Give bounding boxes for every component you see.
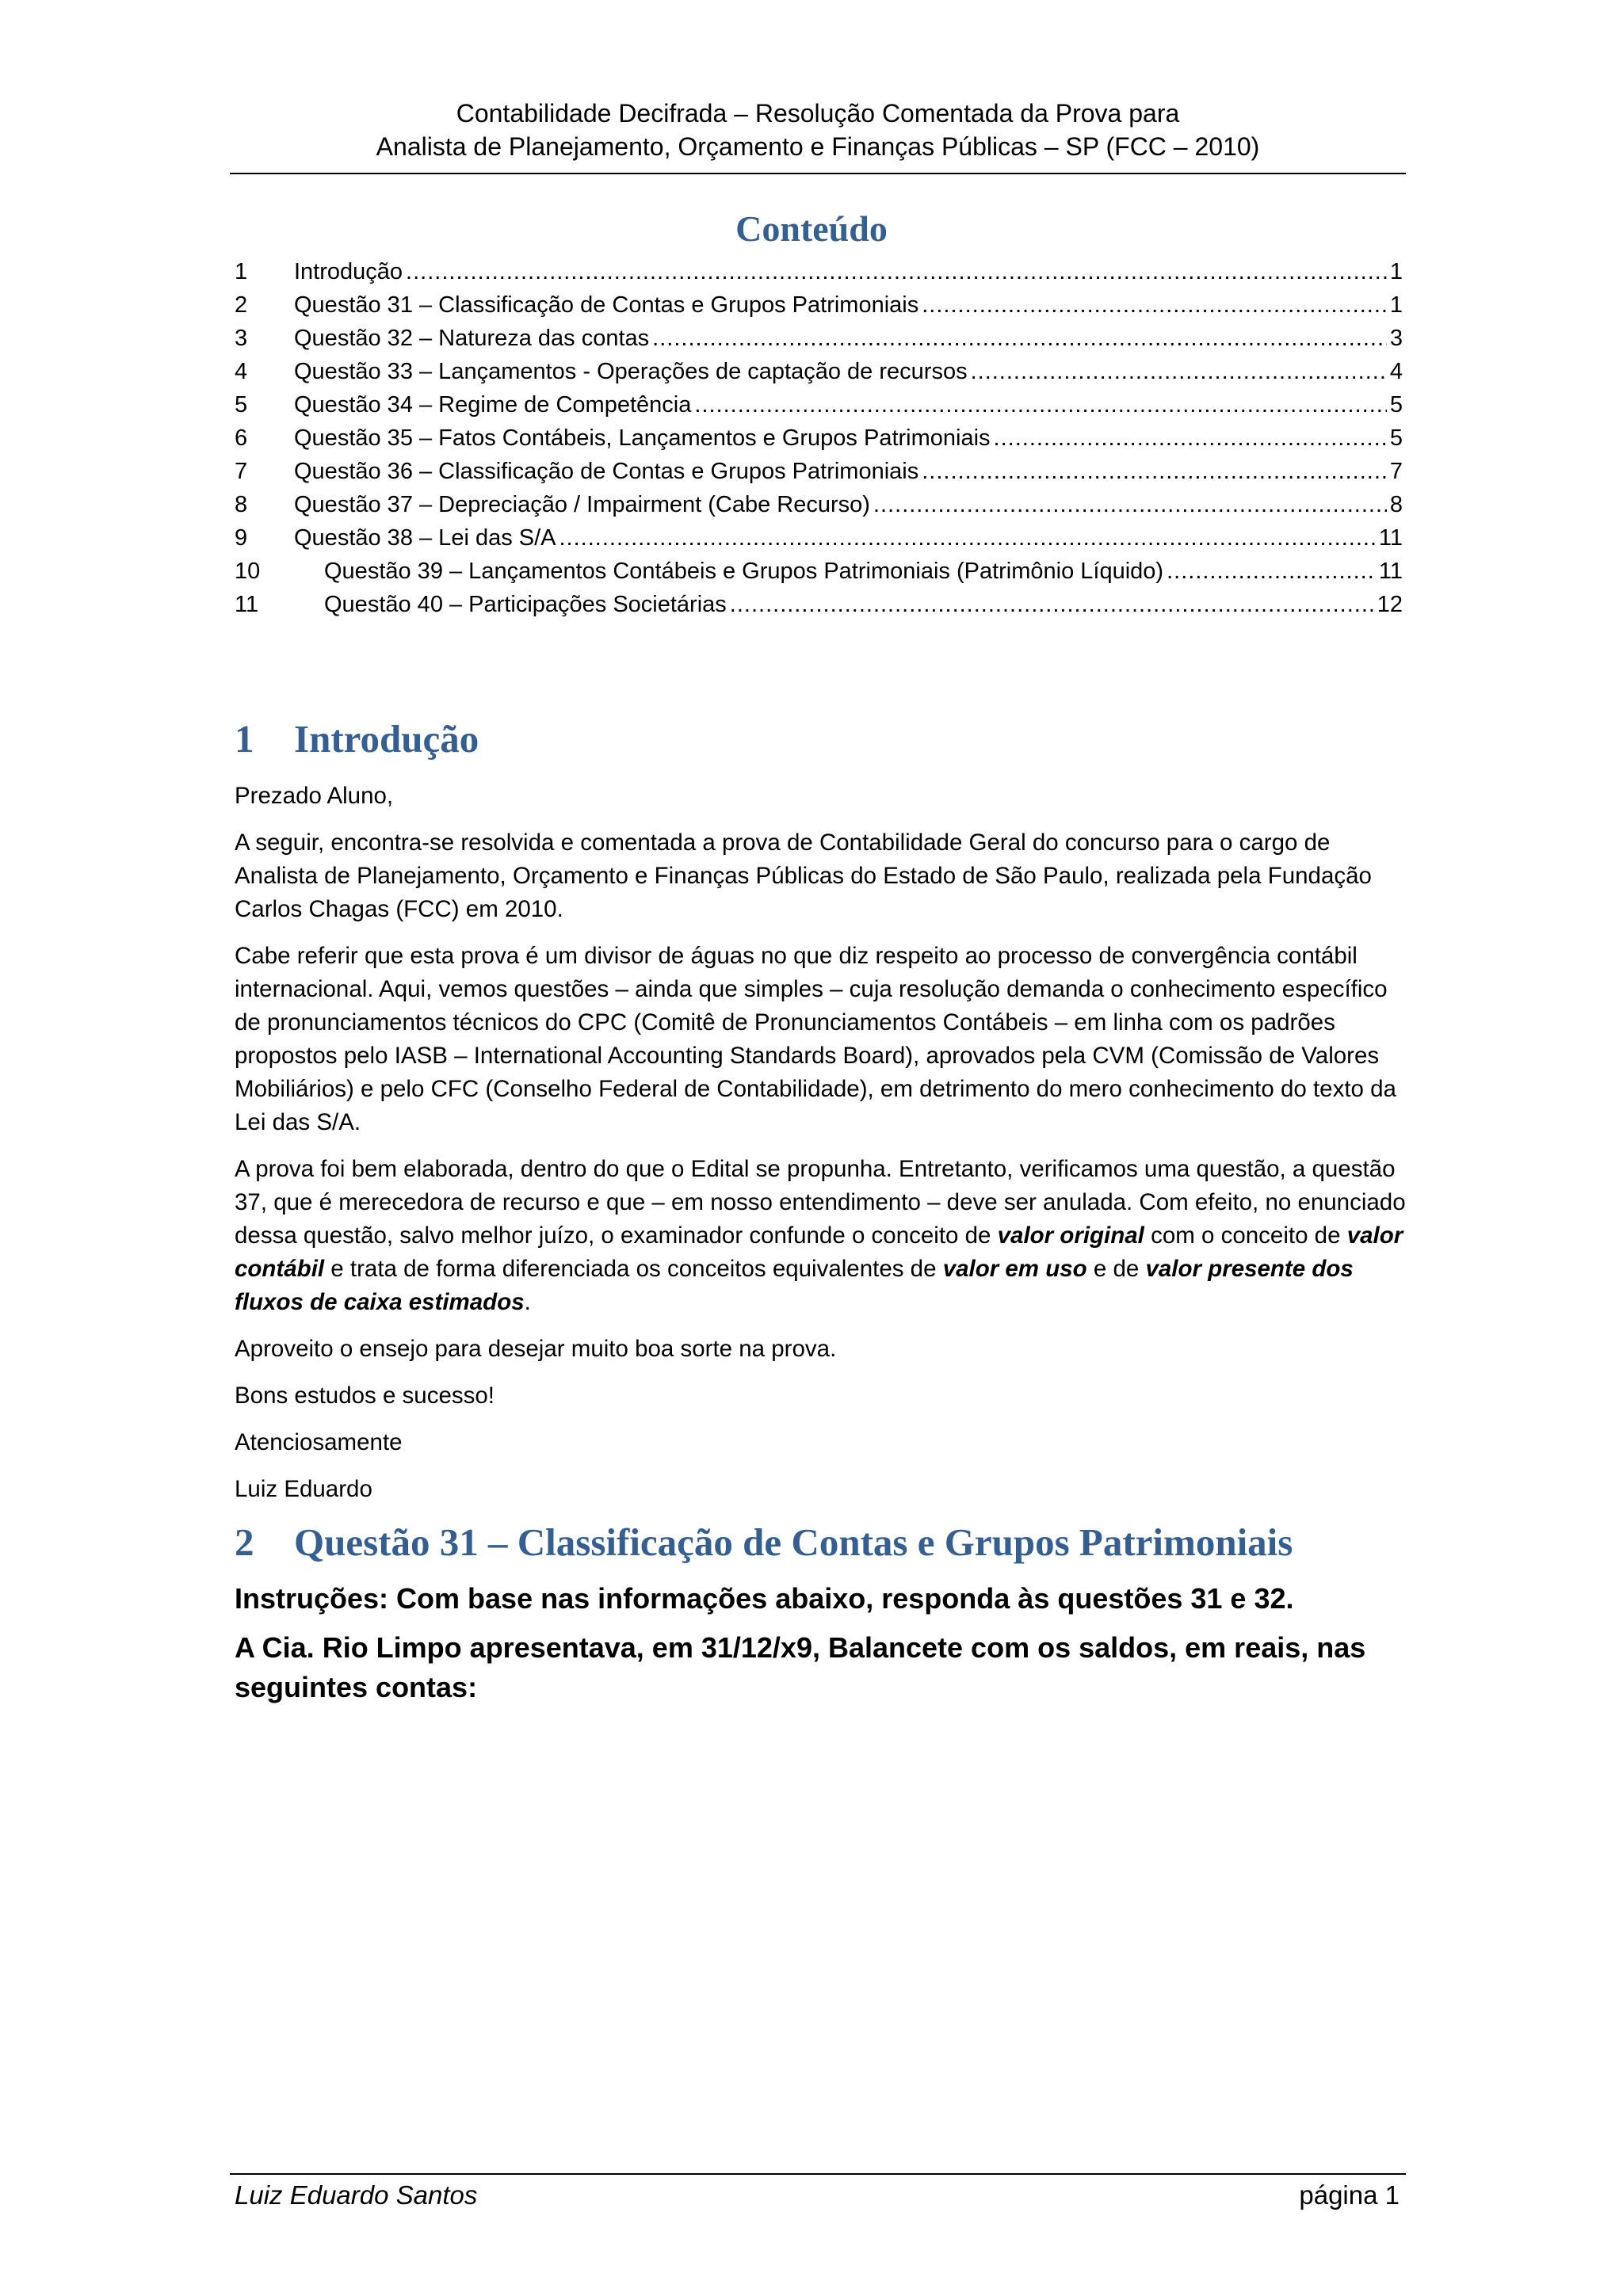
toc-dot-leader — [694, 388, 1387, 421]
toc-entry-label: Questão 35 – Fatos Contábeis, Lançamentos e Grupos Patrimoniais — [294, 425, 991, 451]
toc-entry[interactable] — [235, 555, 1403, 588]
toc-entry-number: 7 — [235, 459, 248, 484]
footer-page-number: página 1 — [1299, 2180, 1400, 2210]
toc-dot-leader — [406, 255, 1387, 288]
header-line-1: Contabilidade Decifrada – Resolução Comentada da Prova para — [456, 99, 1180, 128]
toc-entry-page: 7 — [1389, 459, 1403, 484]
toc-entry[interactable] — [235, 521, 1403, 555]
running-header — [230, 97, 1406, 163]
paragraph: Cabe referir que esta prova é um divisor de águas no que diz respeito ao processo de convergência contábil internacional. Aqui, vemos questões – ainda que simples – cuja resolução demanda o conhecimento específico de pronunciamentos técnicos do CPC (Comitê de Pronunciamentos Contábeis – em linha com os padrões propostos pelo IASB – International Accounting Standards Board), aprovados pela CVM (Comissão de Valores Mobiliários) e pelo CFC (Conselho Federal de Contabilidade), em detrimento do mero conhecimento do texto da Lei das S/A. — [235, 943, 1396, 1135]
toc-entry-page: 5 — [1389, 425, 1403, 451]
header-divider — [230, 173, 1406, 174]
paragraph: A seguir, encontra-se resolvida e comentada a prova de Contabilidade Geral do concurso para o cargo de Analista de Planejamento, Orçamento e Finanças Públicas do Estado de São Paulo, realizada pela Fundação Carlos Chagas (FCC) em 2010. — [235, 830, 1372, 922]
text-run: e de — [1086, 1256, 1146, 1282]
introduction-body — [235, 780, 1407, 1520]
toc-title: Conteúdo — [735, 208, 888, 249]
toc-entry-number: 1 — [235, 259, 248, 284]
toc-entry[interactable] — [235, 488, 1403, 521]
header-line-2: Analista de Planejamento, Orçamento e Finanças Públicas – SP (FCC – 2010) — [376, 132, 1260, 161]
toc-entry-number: 8 — [235, 492, 248, 517]
toc-entry[interactable] — [235, 322, 1403, 355]
signature: Luiz Eduardo — [235, 1476, 372, 1502]
toc-entry-page: 1 — [1389, 259, 1403, 284]
text-run: com o conceito de — [1144, 1222, 1347, 1249]
toc-entry[interactable] — [235, 588, 1403, 621]
toc-entry[interactable] — [235, 288, 1403, 322]
text-run: . — [524, 1289, 531, 1315]
toc-entry-page: 11 — [1378, 559, 1403, 584]
footer-author: Luiz Eduardo Santos — [235, 2180, 478, 2210]
paragraph: Aproveito o ensejo para desejar muito boa sorte na prova. — [235, 1336, 837, 1362]
toc-entry-label: Questão 33 – Lançamentos - Operações de captação de recursos — [294, 359, 968, 384]
toc-dot-leader — [922, 455, 1387, 488]
toc-entry-label: Questão 39 – Lançamentos Contábeis e Grupos Patrimoniais (Patrimônio Líquido) — [324, 559, 1164, 584]
toc-entry-page: 5 — [1389, 392, 1403, 418]
toc-entry[interactable] — [235, 355, 1403, 388]
toc-entry-page: 3 — [1389, 326, 1403, 351]
text-run: e trata de forma diferenciada os conceitos equivalentes de — [324, 1256, 943, 1282]
toc-entry[interactable] — [235, 388, 1403, 421]
text-run: A prova foi bem elaborada, dentro do que o Edital se propunha. Entretanto, verificamos uma questão, a questão 37, que é merecedora de recurso e que – em nosso entendimento – deve ser anulada. Com efeito, no enunciado dessa questão, salvo melhor juízo, o examinador confunde o conceito de — [235, 1156, 1406, 1249]
section-number: 2 — [235, 1520, 254, 1564]
toc-entry-number: 10 — [235, 559, 261, 584]
greeting: Prezado Aluno, — [235, 783, 394, 809]
toc-entry-label: Questão 40 – Participações Societárias — [324, 592, 727, 617]
toc-entry-number: 4 — [235, 359, 248, 384]
toc-entry-page: 1 — [1389, 292, 1403, 318]
section-heading-questao-31 — [235, 1520, 1293, 1565]
section-number: 1 — [235, 717, 254, 761]
toc-entry-label: Questão 37 – Depreciação / Impairment (Cabe Recurso) — [294, 492, 870, 517]
toc-dot-leader — [559, 521, 1376, 555]
toc-entry[interactable] — [235, 421, 1403, 455]
toc-entry-page: 4 — [1389, 359, 1403, 384]
paragraph: Atenciosamente — [235, 1429, 403, 1455]
footer-divider — [230, 2173, 1406, 2175]
paragraph: Bons estudos e sucesso! — [235, 1383, 495, 1409]
section-title: Introdução — [294, 717, 479, 761]
toc-entry[interactable] — [235, 455, 1403, 488]
toc-dot-leader — [922, 288, 1387, 322]
toc-dot-leader — [994, 421, 1387, 455]
emphasis: valor em uso — [942, 1256, 1087, 1282]
toc-entry-number: 2 — [235, 292, 248, 318]
section-heading-introducao — [235, 716, 479, 761]
toc-entry-label: Questão 32 – Natureza das contas — [294, 326, 650, 351]
toc-entry-label: Questão 36 – Classificação de Contas e Grupos Patrimoniais — [294, 459, 919, 484]
toc-dot-leader — [730, 588, 1374, 621]
table-of-contents — [235, 255, 1403, 621]
toc-dot-leader — [1167, 555, 1376, 588]
toc-entry-number: 11 — [235, 592, 259, 617]
toc-entry[interactable] — [235, 255, 1403, 288]
toc-entry-number: 9 — [235, 525, 248, 551]
instructions: Instruções: Com base nas informações abaixo, responda às questões 31 e 32. — [235, 1582, 1294, 1615]
emphasis: valor contábil — [235, 1222, 1403, 1282]
toc-entry-page: 11 — [1378, 525, 1403, 551]
toc-entry-label: Questão 34 – Regime de Competência — [294, 392, 692, 418]
toc-entry-number: 3 — [235, 326, 248, 351]
toc-entry-label: Questão 38 – Lei das S/A — [294, 525, 556, 551]
toc-dot-leader — [652, 322, 1387, 355]
toc-dot-leader — [971, 355, 1387, 388]
section-title: Questão 31 – Classificação de Contas e Grupos Patrimoniais — [294, 1520, 1293, 1564]
toc-entry-page: 12 — [1377, 592, 1403, 617]
toc-entry-label: Introdução — [294, 259, 403, 284]
toc-dot-leader — [873, 488, 1387, 521]
toc-entry-label: Questão 31 – Classificação de Contas e Grupos Patrimoniais — [294, 292, 919, 318]
toc-entry-number: 5 — [235, 392, 248, 418]
questao-31-body — [235, 1579, 1407, 1717]
emphasis: valor presente dos fluxos de caixa estimados — [235, 1256, 1354, 1315]
question-statement: A Cia. Rio Limpo apresentava, em 31/12/x9, Balancete com os saldos, em reais, nas seguintes contas: — [235, 1631, 1366, 1703]
emphasis: valor original — [997, 1222, 1144, 1249]
toc-entry-page: 8 — [1389, 492, 1403, 517]
toc-entry-number: 6 — [235, 425, 248, 451]
paragraph — [235, 1153, 1407, 1319]
